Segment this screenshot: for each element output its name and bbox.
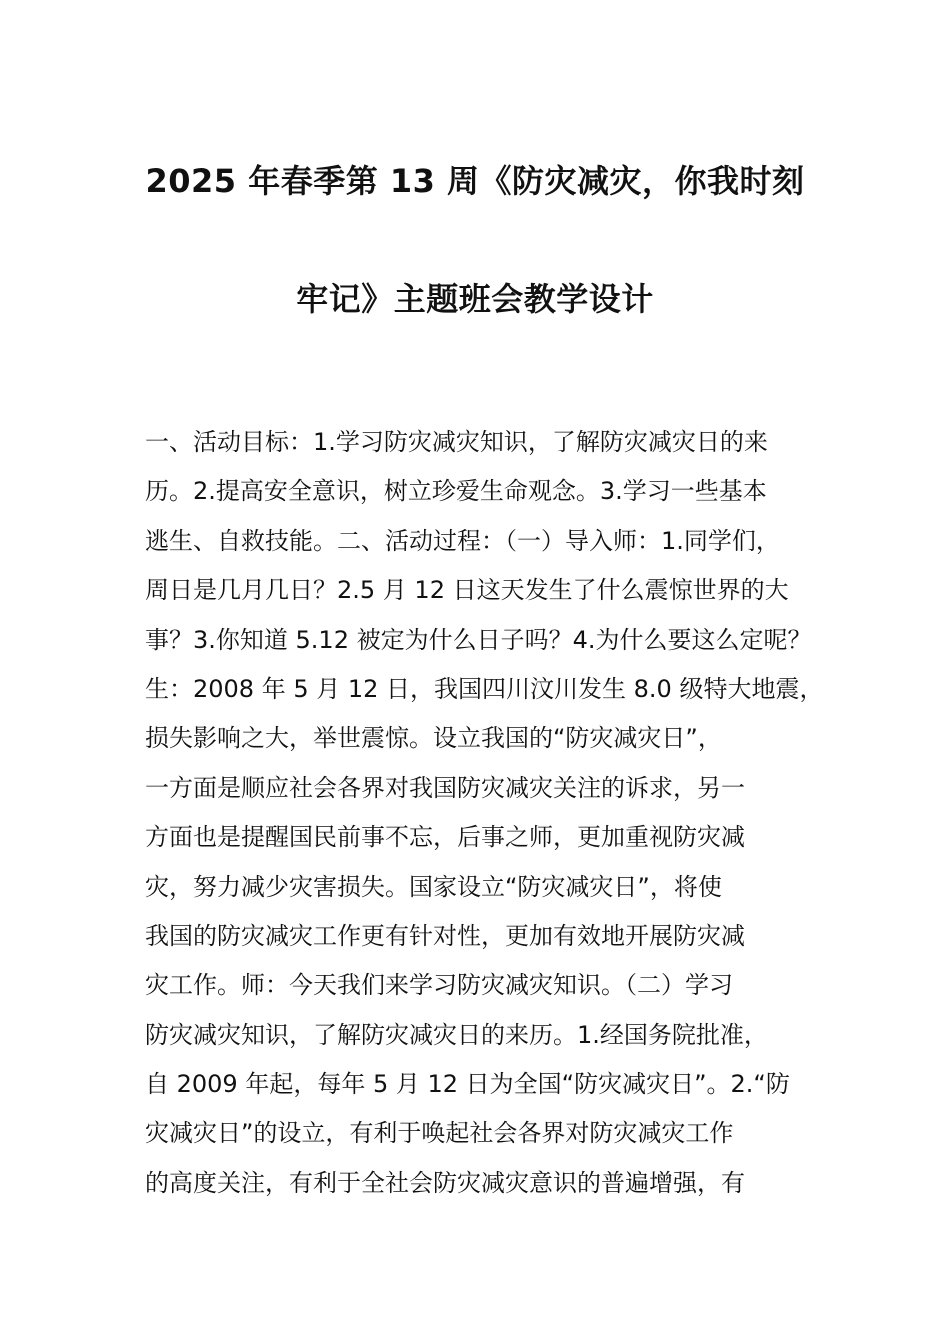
- body-line: 灾减灾日”的设立，有利于唤起社会各界对防灾减灾工作: [145, 1119, 734, 1148]
- body-line: 生：2008 年 5 月 12 日，我国四川汶川发生 8.0 级特大地震，: [145, 674, 824, 703]
- body-line: 我国的防灾减灾工作更有针对性，更加有效地开展防灾减: [145, 921, 745, 950]
- body-line: 灾，努力减少灾害损失。国家设立“防灾减灾日”，将使: [145, 872, 722, 901]
- body-line: 自 2009 年起，每年 5 月 12 日为全国“防灾减灾日”。2.“防: [145, 1070, 790, 1099]
- body-line: 的高度关注，有利于全社会防灾减灾意识的普遍增强，有: [145, 1168, 745, 1197]
- body-line: 历。2.提高安全意识，树立珍爱生命观念。3.学习一些基本: [145, 477, 767, 506]
- body-line: 一方面是顺应社会各界对我国防灾减灾关注的诉求，另一: [145, 773, 745, 802]
- body-line: 事？3.你知道 5.12 被定为什么日子吗？4.为什么要这么定呢？: [145, 625, 812, 654]
- title-line-2: 牢记》主题班会教学设计: [296, 280, 654, 318]
- body-line: 损失影响之大，举世震惊。设立我国的“防灾减灾日”，: [145, 724, 722, 753]
- document-title: [120, 148, 830, 332]
- body-line: 方面也是提醒国民前事不忘，后事之师，更加重视防灾减: [145, 823, 745, 852]
- title-line-1: 2025 年春季第 13 周《防灾减灾，你我时刻: [145, 162, 805, 200]
- body-line: 防灾减灾知识，了解防灾减灾日的来历。1.经国务院批准，: [145, 1020, 768, 1049]
- body-line: 灾工作。师：今天我们来学习防灾减灾知识。（二）学习: [145, 971, 733, 1000]
- body-line: 周日是几月几日？2.5 月 12 日这天发生了什么震惊世界的大: [145, 576, 789, 605]
- document-body: [145, 418, 835, 1208]
- body-line: 逃生、自救技能。二、活动过程：（一）导入师：1.同学们，: [145, 526, 780, 555]
- body-line: 一、活动目标：1.学习防灾减灾知识，了解防灾减灾日的来: [145, 428, 768, 456]
